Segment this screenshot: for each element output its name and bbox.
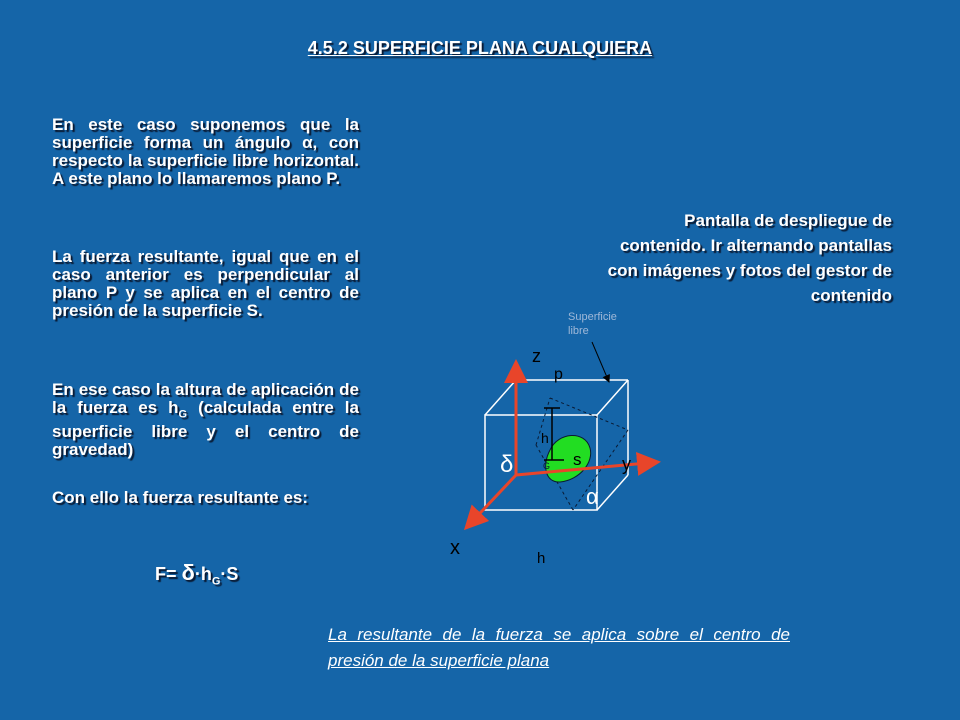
- paragraph-height-subscript: G: [178, 408, 188, 421]
- paragraph-height: [52, 381, 359, 459]
- paragraph-height-suffix: (calculada entre la superficie libre y el centro de gravedad): [52, 398, 359, 460]
- label-libre: libre: [568, 325, 589, 337]
- label-z: z: [532, 346, 541, 366]
- x-axis-line: [466, 475, 516, 528]
- label-p: p: [554, 366, 563, 383]
- label-h-bottom: h: [537, 550, 546, 567]
- formula-suffix: ·S: [220, 564, 239, 584]
- label-g: G: [543, 461, 551, 471]
- paragraph-angle: En este caso suponemos que la superficie forma un ángulo α, con respecto la superficie libre horizontal. A este plano lo llamaremos plano P.: [52, 115, 359, 188]
- force-formula: [155, 560, 238, 588]
- label-y: y: [622, 454, 631, 474]
- slide-title: 4.5.2 SUPERFICIE PLANA CUALQUIERA: [307, 38, 653, 58]
- free-surface-pointer: [592, 342, 609, 382]
- conclusion-caption: La resultante de la fuerza se aplica sobre el centro de presión de la superficie plana: [328, 625, 790, 670]
- formula-prefix: F=: [155, 564, 182, 584]
- paragraph-height-prefix: En ese caso la altura de aplicación de la fuerza es h: [52, 380, 359, 417]
- label-delta: δ: [500, 451, 514, 478]
- label-superficie: Superficie: [568, 311, 617, 323]
- label-s: s: [573, 450, 582, 469]
- paragraph-resultant: La fuerza resultante, igual que en el caso anterior es perpendicular al plano P y se aplica en el centro de presión de la superficie S.: [52, 247, 359, 320]
- content-display-note: Pantalla de despliegue de contenido. Ir alternando pantallas con imágenes y fotos del gestor de contenido: [607, 211, 892, 305]
- label-x: x: [450, 537, 460, 559]
- paragraph-conclusion: Con ello la fuerza resultante es:: [52, 488, 309, 507]
- formula-h: ·h: [194, 564, 212, 584]
- label-h-inner: h: [541, 430, 549, 446]
- inclined-surface-diagram: [440, 300, 700, 580]
- formula-delta: δ: [181, 560, 195, 585]
- formula-subscript: G: [211, 575, 221, 588]
- label-alpha: α: [586, 484, 599, 509]
